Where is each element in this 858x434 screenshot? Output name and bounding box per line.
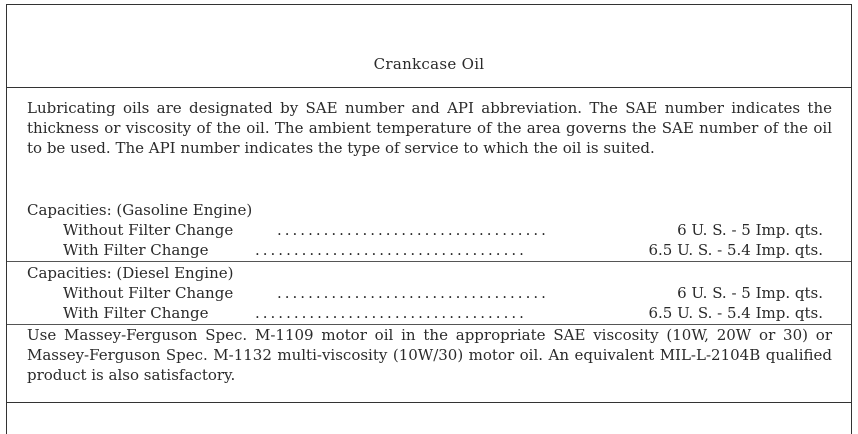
usage-note: Use Massey-Ferguson Spec. M-1109 motor oil in the appropriate SAE viscosity (10W, 20W or 30) or Massey-Ferguson Spec. M-1132 multi-viscosity (10W/30) motor oil. An equivalent MIL-L-2104B qualified product is also satisfactory.: [27, 326, 832, 384]
section-title: Crankcase Oil: [373, 55, 485, 73]
diesel-with-filter-row: [63, 303, 823, 323]
row-value: 6.5 U. S. - 5.4 Imp. qts.: [648, 304, 823, 322]
gasoline-with-filter-row: [63, 240, 823, 260]
row-label: Without Filter Change: [63, 221, 234, 239]
row-label: With Filter Change: [63, 304, 209, 322]
row-value: 6 U. S. - 5 Imp. qts.: [677, 221, 823, 239]
row-value: 6 U. S. - 5 Imp. qts.: [677, 284, 823, 302]
gasoline-without-filter-row: [63, 220, 823, 240]
row-label: Without Filter Change: [63, 284, 234, 302]
diesel-capacities-label: Capacities: (Diesel Engine): [27, 264, 234, 282]
gasoline-capacities-label: Capacities: (Gasoline Engine): [27, 201, 253, 219]
section-divider: [7, 261, 851, 262]
title-row: [7, 5, 851, 88]
leader-dots: ...................................: [277, 284, 549, 302]
document-frame: [6, 4, 852, 434]
leader-dots: ...................................: [255, 304, 527, 322]
row-label: With Filter Change: [63, 241, 209, 259]
intro-paragraph: Lubricating oils are designated by SAE number and API abbreviation. The SAE number indicates the thickness or viscosity of the oil. The ambient temperature of the area governs the SAE number of the oil to be used. The API number indicates the type of service to which the oil is suited.: [27, 99, 832, 157]
diesel-without-filter-row: [63, 283, 823, 303]
leader-dots: ...................................: [277, 221, 549, 239]
row-value: 6.5 U. S. - 5.4 Imp. qts.: [648, 241, 823, 259]
content-body: [7, 87, 851, 403]
leader-dots: ...................................: [255, 241, 527, 259]
